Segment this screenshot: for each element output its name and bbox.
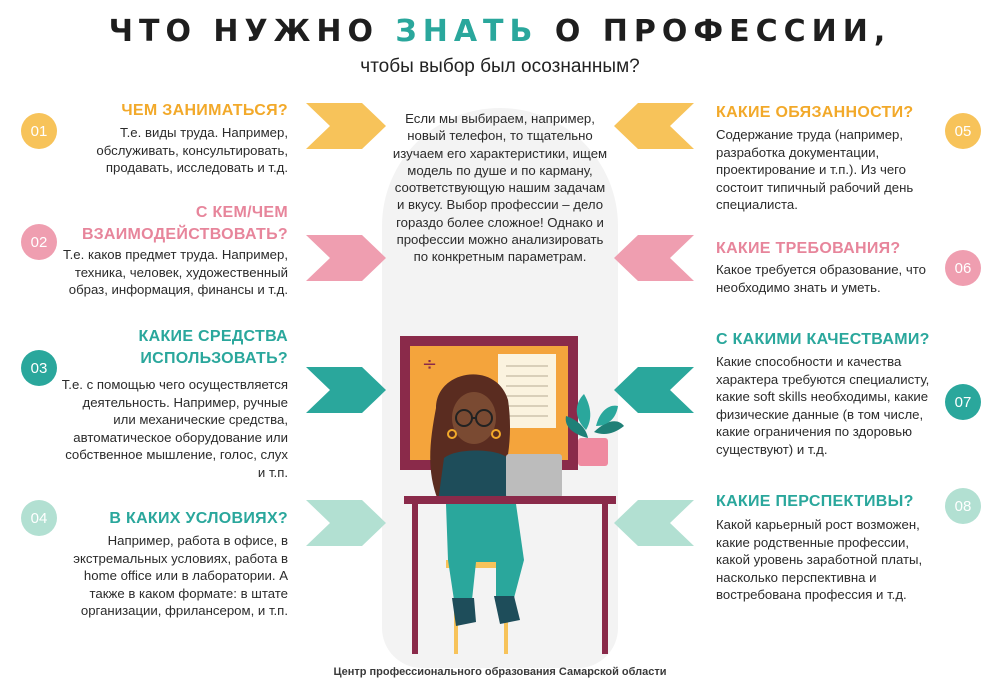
heading-07: С КАКИМИ КАЧЕСТВАМИ? — [716, 331, 930, 348]
chevron-left-pink — [614, 235, 694, 281]
page-subtitle: чтобы выбор был осознанным? — [360, 56, 640, 77]
chevron-right-mint — [306, 500, 386, 546]
chevron-left-yellow — [614, 103, 694, 149]
title-accent: ЗНАТЬ — [395, 14, 539, 49]
text-04: Например, работа в офисе, в экстремальных условиях, работа в home office или в лаборатории. А также в каком формате: в штате организации, фрилансером, и т.п. — [73, 533, 288, 619]
heading-01: ЧЕМ ЗАНИМАТЬСЯ? — [121, 102, 288, 119]
number-badge-02: 02 — [21, 224, 57, 260]
desk-top — [404, 496, 616, 504]
heading-06: КАКИЕ ТРЕБОВАНИЯ? — [716, 240, 901, 257]
page-title — [0, 14, 1000, 49]
number-badge-03: 03 — [21, 350, 57, 386]
heading-05: КАКИЕ ОБЯЗАННОСТИ? — [716, 104, 914, 121]
chevron-right-pink — [306, 235, 386, 281]
svg-text:÷: ÷ — [422, 354, 438, 375]
heading-04: В КАКИХ УСЛОВИЯХ? — [109, 510, 288, 527]
number-badge-05: 05 — [945, 113, 981, 149]
heading-08: КАКИЕ ПЕРСПЕКТИВЫ? — [716, 493, 914, 510]
text-05: Содержание труда (например, разработка документации, проектирование и т.п.). Из чего состоит типичный рабочий день специалиста. — [716, 127, 914, 213]
number-badge-08: 08 — [945, 488, 981, 524]
number-badge-01: 01 — [21, 113, 57, 149]
number-badge-06: 06 — [945, 250, 981, 286]
title-part-2: О ПРОФЕССИИ, — [538, 14, 892, 49]
chevron-right-yellow — [306, 103, 386, 149]
woman-at-desk-illustration — [396, 330, 628, 660]
chevron-right-teal — [306, 367, 386, 413]
title-part-1: ЧТО НУЖНО — [108, 14, 396, 49]
footer-organization: Центр профессионального образования Самарской области — [333, 666, 667, 678]
text-03: Т.е. с помощью чего осуществляется деятельность. Например, ручные или механические средства, автоматическое оборудование или собственное мышление, голос, слух и т.п. — [61, 377, 288, 480]
text-01: Т.е. виды труда. Например, обслуживать, консультировать, продавать, исследовать и т.д. — [96, 125, 288, 176]
text-06: Какое требуется образование, что необходимо знать и уметь. — [716, 262, 926, 295]
number-badge-04: 04 — [21, 500, 57, 536]
center-paragraph: Если мы выбираем, например, новый телефон, то тщательно изучаем его характеристики, ищем модель по душе и по карману, соответствующую нашим задачам и вкусу. Выбор профессии – дело гораздо более сложное! Однако и профессии можно анализировать по конкретным параметрам. — [392, 111, 608, 265]
heading-02: С КЕМ/ЧЕМ ВЗАИМОДЕЙСТВОВАТЬ? — [81, 204, 288, 243]
laptop — [506, 454, 562, 498]
text-08: Какой карьерный рост возможен, какие родственные профессии, какой уровень заработной платы, насколько перспективна и востребована профессия и т.д. — [716, 517, 923, 603]
text-02: Т.е. каков предмет труда. Например, техника, человек, художественный образ, информация, финансы и т.д. — [63, 247, 288, 298]
text-07: Какие способности и качества характера требуются специалисту, какие soft skills необходимы, какие физические данные (в том числе, какие ограничения по здоровью существуют) и т.д. — [716, 354, 930, 457]
number-badge-07: 07 — [945, 384, 981, 420]
heading-03: КАКИЕ СРЕДСТВА ИСПОЛЬЗОВАТЬ? — [138, 328, 288, 367]
flower-pot — [578, 438, 608, 466]
